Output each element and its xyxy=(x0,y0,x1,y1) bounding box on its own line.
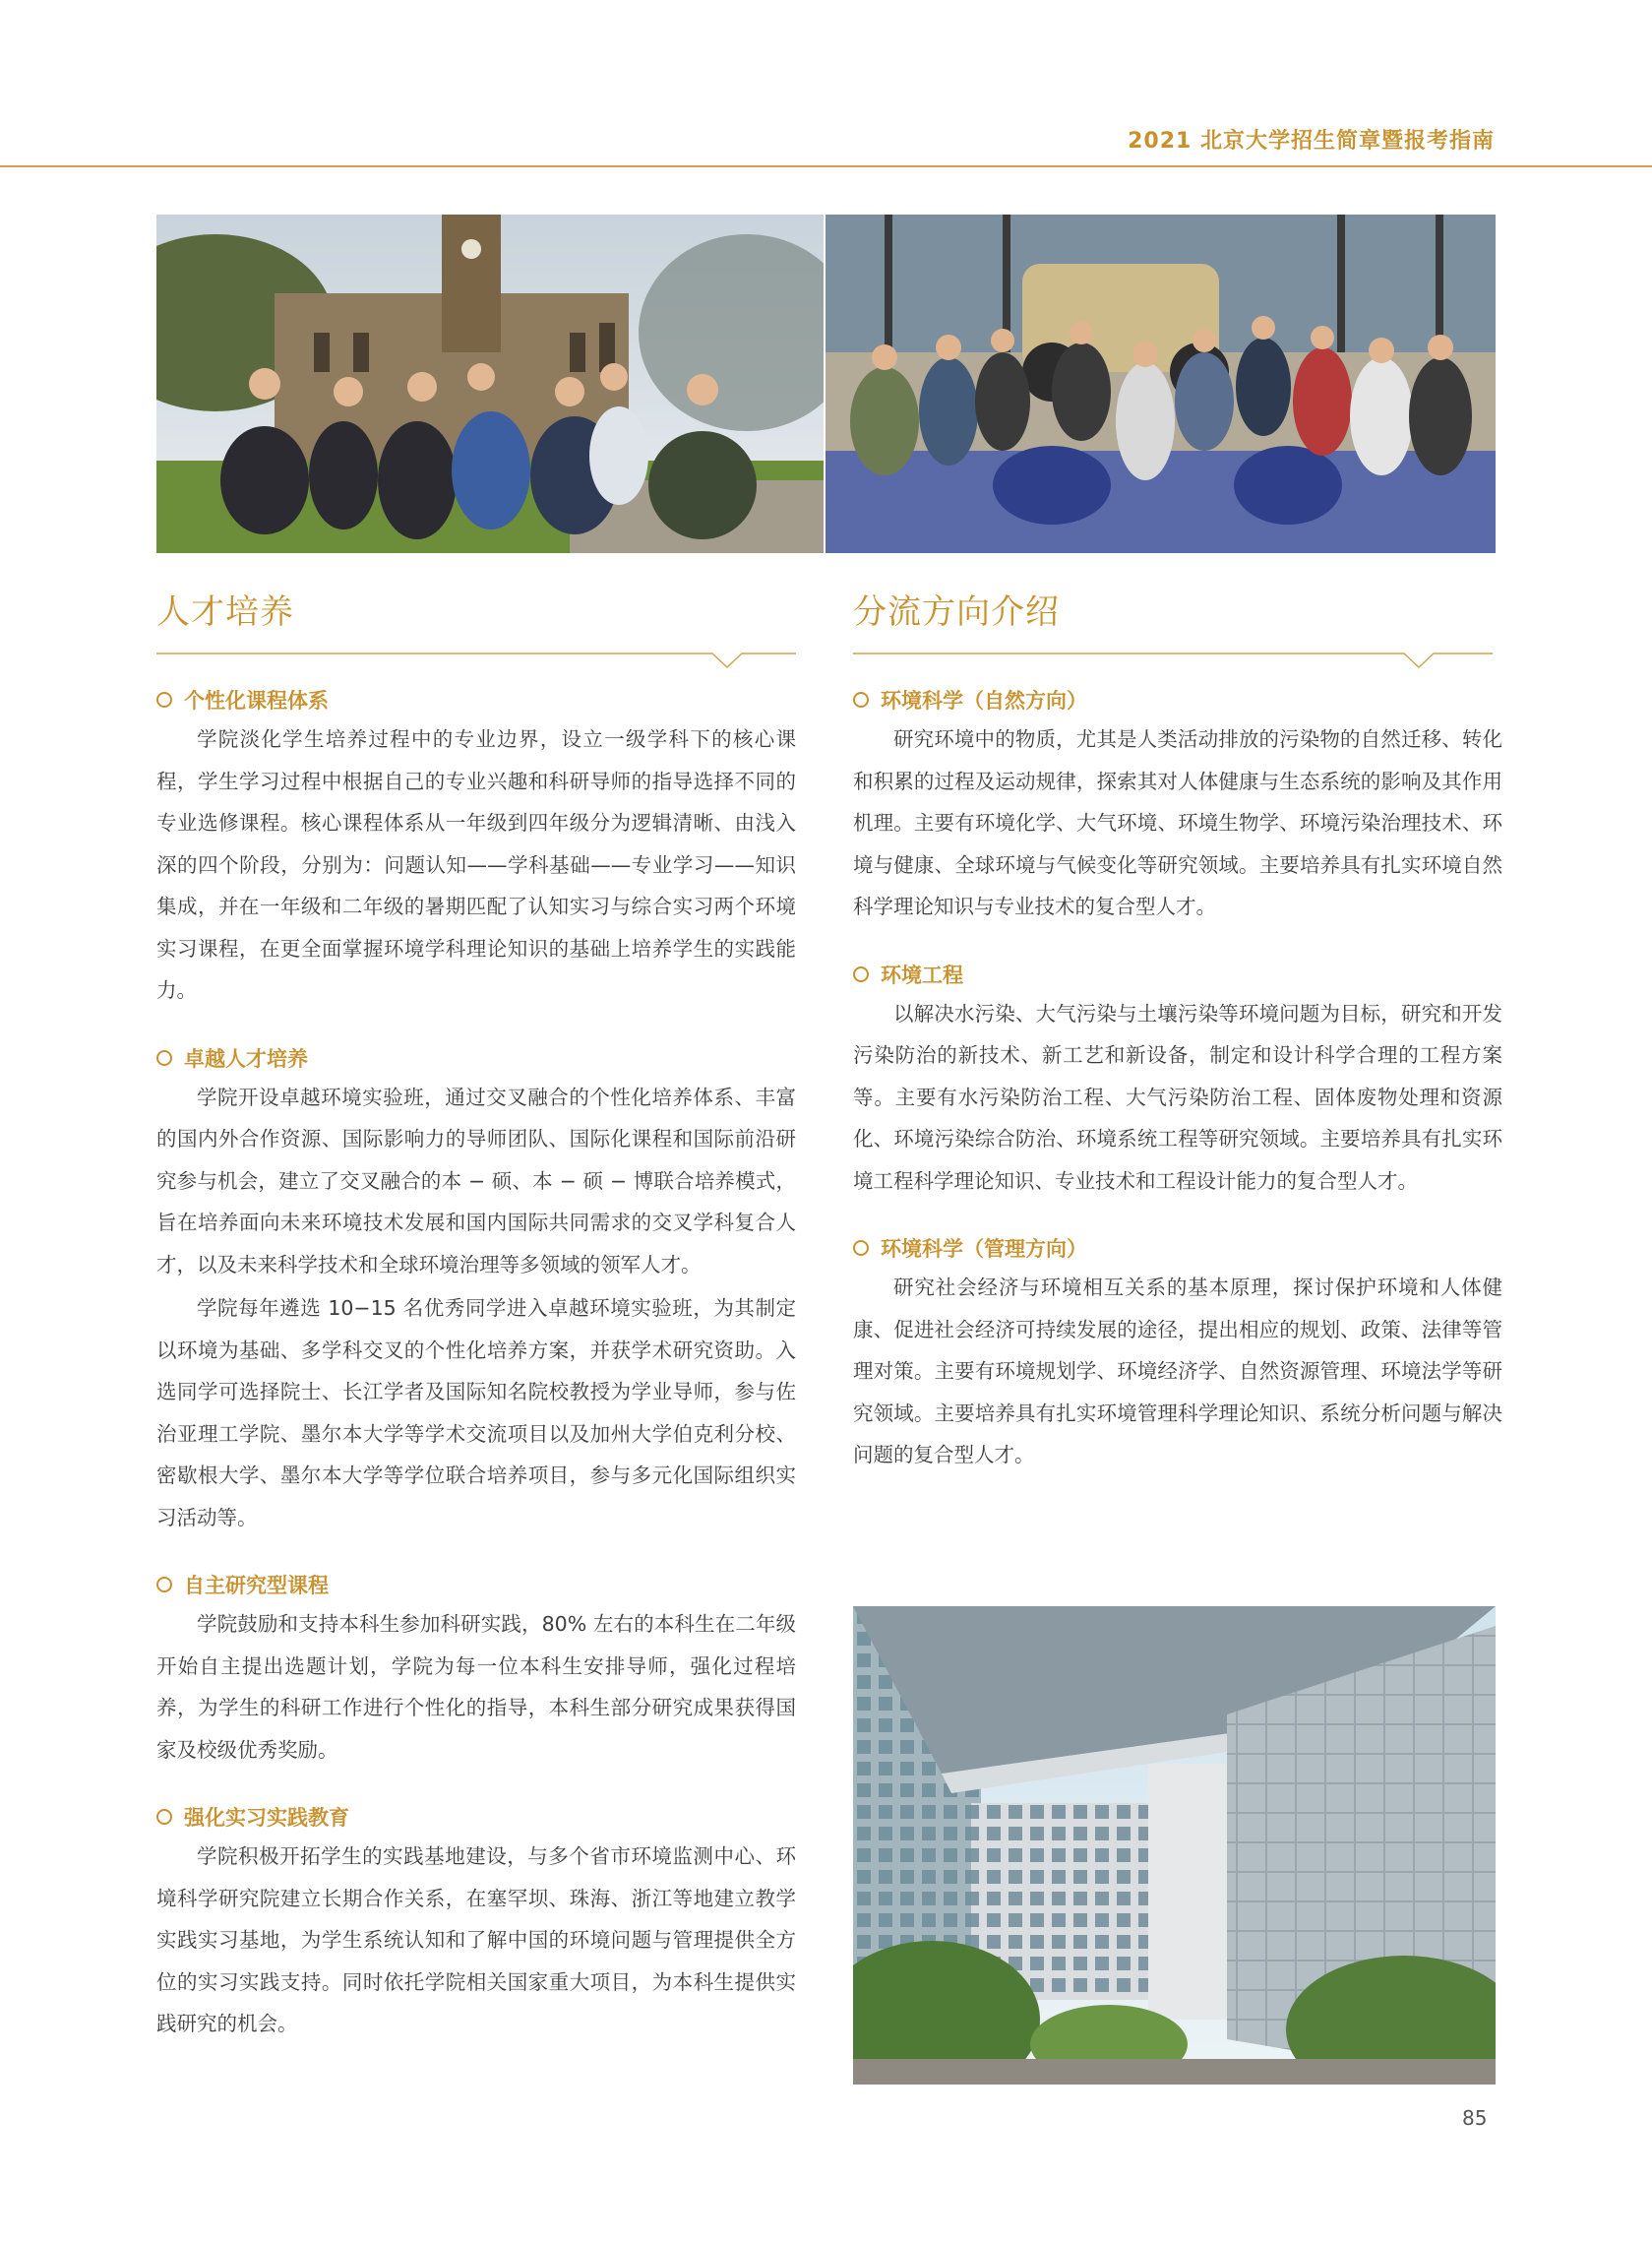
photo-college-building xyxy=(853,1606,1496,2085)
page-number: 85 xyxy=(1462,2106,1488,2130)
circle-bullet-icon xyxy=(156,692,172,708)
subheading-practice-education: 强化实习实践教育 xyxy=(156,1800,796,1834)
subheading-excellence-program: 卓越人才培养 xyxy=(156,1041,796,1075)
paragraph: 以解决水污染、大气污染与土壤污染等环境问题为目标，研究和开发污染防治的新技术、新工艺和新设备，制定和设计科学合理的工程方案等。主要有水污染防治工程、大气污染防治工程、固体废物处理和资源化、环境污染综合防治、环境系统工程等研究领域。主要培养具有扎实环境工程科学理论知识、专业技术和工程设计能力的复合型人才。 xyxy=(853,1001,1502,1193)
paragraph: 研究社会经济与环境相互关系的基本原理，探讨保护环境和人体健康、促进社会经济可持续发展的途径，提出相应的规划、政策、法律等管理对策。主要有环境规划学、环境经济学、自然资源管理、环境法学等研究领域。主要培养具有扎实环境管理科学理论知识、系统分析问题与解决问题的复合型人才。 xyxy=(853,1276,1502,1466)
subheading-research-courses: 自主研究型课程 xyxy=(156,1568,796,1601)
section-rule xyxy=(156,638,796,677)
circle-bullet-icon xyxy=(853,692,869,708)
photo-students-campus-lawn xyxy=(156,215,824,553)
paragraph: 学院鼓励和支持本科生参加科研实践，80% 左右的本科生在二年级开始自主提出选题计划，学院为每一位本科生安排导师，强化过程培养，为学生的科研工作进行个性化的指导，本科生部分研究成果获得国家及校级优秀奖励。 xyxy=(156,1612,796,1762)
header-rule xyxy=(0,165,1652,167)
circle-bullet-icon xyxy=(853,1240,869,1256)
subheading-env-engineering: 环境工程 xyxy=(853,958,1502,991)
running-header: 2021 北京大学招生简章暨报考指南 xyxy=(1128,129,1495,154)
section-rule xyxy=(853,638,1502,677)
section-title-talent: 人才培养 xyxy=(156,592,294,632)
column-talent-cultivation xyxy=(156,587,796,2045)
paragraph: 学院每年遴选 10−15 名优秀同学进入卓越环境实验班，为其制定以环境为基础、多学科交叉的个性化培养方案，并获学术研究资助。入选同学可选择院士、长江学者及国际知名院校教授为学业导师，参与佐治亚理工学院、墨尔本大学等学术交流项目以及加州大学伯克利分校、密歇根大学、墨尔本大学等学位联合培养项目，参与多元化国际组织实习活动等。 xyxy=(156,1296,796,1529)
circle-bullet-icon xyxy=(853,966,869,982)
paragraph: 学院开设卓越环境实验班，通过交叉融合的个性化培养体系、丰富的国内外合作资源、国际影响力的导师团队、国际化课程和国际前沿研究参与机会，建立了交叉融合的本 − 硕、本 − 硕 − 博联合培养模式，旨在培养面向未来环境技术发展和国内国际共同需求的交叉学科复合人才，以及未来科学技术和全球环境治理等多领域的领军人才。 xyxy=(156,1085,796,1277)
section-title-tracks: 分流方向介绍 xyxy=(853,592,1060,632)
paragraph: 学院淡化学生培养过程中的专业边界，设立一级学科下的核心课程，学生学习过程中根据自己的专业兴趣和科研导师的指导选择不同的专业选修课程。核心课程体系从一年级到四年级分为逻辑清晰、由浅入深的四个阶段，分别为：问题认知——学科基础——专业学习——知识集成，并在一年级和二年级的暑期匹配了认知实习与综合实习两个环境实习课程，在更全面掌握环境学科理论知识的基础上培养学生的实践能力。 xyxy=(156,727,796,1002)
circle-bullet-icon xyxy=(156,1050,172,1066)
photo-students-vintage-car xyxy=(826,215,1496,553)
paragraph: 研究环境中的物质，尤其是人类活动排放的污染物的自然迁移、转化和积累的过程及运动规律，探索其对人体健康与生态系统的影响及其作用机理。主要有环境化学、大气环境、环境生物学、环境污染治理技术、环境与健康、全球环境与气候变化等研究领域。主要培养具有扎实环境自然科学理论知识与专业技术的复合型人才。 xyxy=(853,727,1502,918)
subheading-personalized-curriculum: 个性化课程体系 xyxy=(156,683,796,716)
subheading-env-science-natural: 环境科学（自然方向） xyxy=(853,683,1502,716)
circle-bullet-icon xyxy=(156,1577,172,1592)
circle-bullet-icon xyxy=(156,1809,172,1825)
column-track-introduction xyxy=(853,587,1502,1476)
subheading-env-science-management: 环境科学（管理方向） xyxy=(853,1231,1502,1265)
paragraph: 学院积极开拓学生的实践基地建设，与多个省市环境监测中心、环境科学研究院建立长期合作关系，在塞罕坝、珠海、浙江等地建立教学实践实习基地，为学生系统认知和了解中国的环境问题与管理提供全方位的实习实践支持。同时依托学院相关国家重大项目，为本科生提供实践研究的机会。 xyxy=(156,1844,796,2035)
